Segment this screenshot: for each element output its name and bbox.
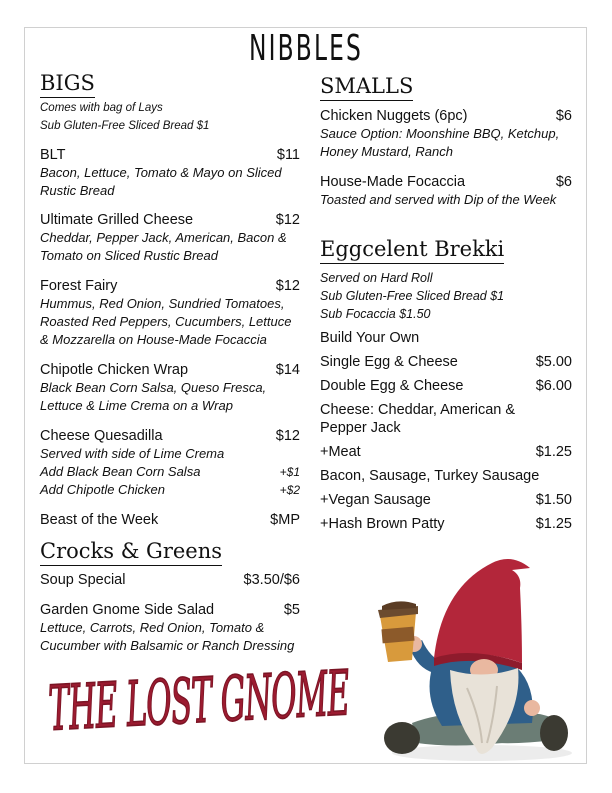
menu-item-name: Chipotle Chicken Wrap: [40, 362, 189, 378]
menu-item-desc: Toasted and served with Dip of the Week: [320, 192, 557, 207]
menu-item-name: Beast of the Week: [40, 512, 159, 528]
brekki-note: Sub Focaccia $1.50: [320, 307, 431, 321]
menu-item-name: House-Made Focaccia: [320, 174, 466, 190]
brekki-heading: Eggcelent Brekki: [320, 236, 504, 264]
menu-item-price: $14: [275, 362, 300, 378]
menu-item-name: Forest Fairy: [40, 278, 118, 294]
menu-item-desc: Cheddar, Pepper Jack, American, Bacon & Tomato on Sliced Rustic Bread: [40, 230, 287, 263]
addon-price: +$2: [279, 483, 300, 497]
menu-item-name: Ultimate Grilled Cheese: [40, 212, 194, 228]
menu-item-name: Single Egg & Cheese: [320, 354, 458, 370]
menu-item-desc: Served with side of Lime Crema: [40, 446, 225, 461]
menu-item-price: $3.50/$6: [243, 572, 300, 588]
menu-item-name: +Meat: [320, 444, 361, 460]
smalls-heading: SMALLS: [320, 73, 413, 101]
addon-label: Add Chipotle Chicken: [40, 482, 166, 497]
menu-item-price: $1.25: [535, 444, 572, 460]
menu-item-name: Cheese Quesadilla: [40, 428, 163, 444]
menu-item-name: +Vegan Sausage: [320, 492, 431, 508]
build-your-own-label: Build Your Own: [320, 330, 420, 346]
bigs-note: Sub Gluten-Free Sliced Bread $1: [40, 120, 210, 132]
menu-item-price: $6: [555, 108, 572, 124]
menu-item-price: $1.25: [535, 516, 572, 532]
menu-item-desc: Hummus, Red Onion, Sundried Tomatoes, Roasted Red Peppers, Cucumbers, Lettuce & Mozzarella on House-Made Focaccia: [40, 296, 292, 347]
menu-item-desc: Sauce Option: Moonshine BBQ, Ketchup, Honey Mustard, Ranch: [320, 126, 560, 159]
brekki-note: Served on Hard Roll: [320, 271, 433, 285]
menu-item-price: $12: [275, 428, 300, 444]
menu-item-price: $6.00: [535, 378, 572, 394]
menu-item-price: $11: [276, 147, 300, 163]
menu-item-name: Bacon, Sausage, Turkey Sausage: [320, 468, 540, 484]
addon-label: Add Black Bean Corn Salsa: [40, 464, 201, 479]
menu-item-desc: Lettuce, Carrots, Red Onion, Tomato & Cucumber with Balsamic or Ranch Dressing: [40, 620, 295, 653]
menu-item-name: Double Egg & Cheese: [320, 378, 464, 394]
bigs-heading: BIGS: [40, 70, 95, 98]
page-title: NIBBLES: [249, 28, 363, 69]
menu-item-name: Chicken Nuggets (6pc): [320, 108, 468, 124]
menu-item-desc: Black Bean Corn Salsa, Queso Fresca, Lettuce & Lime Crema on a Wrap: [40, 380, 267, 413]
menu-item-price: $6: [555, 174, 572, 190]
menu-item-name: Garden Gnome Side Salad: [40, 602, 215, 618]
menu-item-name: BLT: [40, 147, 66, 163]
menu-item-name: Cheese: Cheddar, American & Pepper Jack: [320, 402, 516, 436]
menu-item-name: Soup Special: [40, 572, 126, 588]
menu-item-desc: Bacon, Lettuce, Tomato & Mayo on Sliced Rustic Bread: [40, 165, 282, 198]
crocks-greens-heading: Crocks & Greens: [40, 538, 222, 566]
gnome-illustration: [372, 548, 572, 768]
menu-item-price: $5.00: [535, 354, 572, 370]
menu-item-price: $12: [275, 212, 300, 228]
brekki-note: Sub Gluten-Free Sliced Bread $1: [320, 289, 505, 303]
menu-item-price: $MP: [270, 512, 300, 528]
the-lost-gnome-logo: [46, 656, 351, 768]
bigs-note: Comes with bag of Lays: [40, 102, 163, 114]
menu-item-name: +Hash Brown Patty: [320, 516, 445, 532]
menu-item-price: $1.50: [535, 492, 572, 508]
addon-price: +$1: [279, 465, 300, 479]
menu-item-price: $5: [283, 602, 300, 618]
svg-text:THE LOST GNOME: THE LOST GNOME: [46, 656, 351, 746]
menu-item-price: $12: [275, 278, 300, 294]
